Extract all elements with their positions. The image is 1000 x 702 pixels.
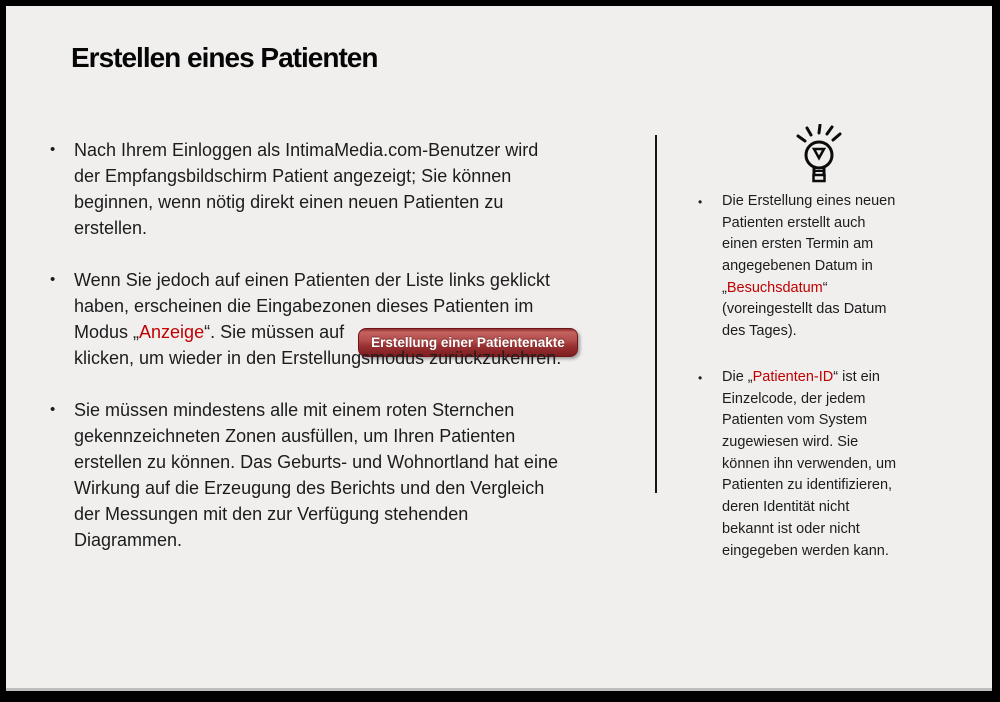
text-segment: “. Sie müssen auf: [204, 322, 345, 342]
right-bullet-1: [698, 191, 953, 343]
text-line: haben, erscheinen die Eingabezonen dieses Patienten im: [74, 296, 534, 316]
text-segment: “ ist ein: [833, 369, 880, 385]
text-line: können ihn verwenden, um: [722, 455, 897, 472]
text-line: Einzelcode, der jedem: [722, 390, 866, 407]
text-line: deren Identität nicht: [722, 499, 850, 516]
text-line: Patienten zu identifizieren,: [722, 477, 893, 494]
text-line: der Messungen mit den zur Verfügung stehenden: [74, 504, 469, 524]
right-bullet-1-text: [722, 191, 895, 343]
text-segment: „: [722, 279, 727, 296]
erstellung-einer-patientenakte-button[interactable]: Erstellung einer Patientenakte: [358, 328, 578, 357]
highlight-patienten-id: Patienten-ID: [752, 369, 834, 385]
vertical-divider: [655, 135, 657, 493]
text-line: der Empfangsbildschirm Patient angezeigt; Sie können: [74, 166, 512, 186]
left-bullet-3: [50, 397, 650, 553]
text-line: Die Erstellung eines neuen: [722, 193, 896, 209]
text-line: beginnen, wenn nötig direkt einen neuen Patienten zu: [74, 192, 504, 212]
slide-title: Erstellen eines Patienten: [71, 42, 378, 73]
text-line: [722, 278, 895, 300]
text-line: gekennzeichneten Zonen ausfüllen, um Ihren Patienten: [74, 426, 516, 446]
text-line: Patienten erstellt auch: [722, 214, 866, 231]
right-bullet-2-text: [722, 367, 896, 562]
bullet-marker: •: [50, 271, 56, 288]
text-line: bekannt ist oder nicht: [722, 520, 860, 537]
text-line: zugewiesen wird. Sie: [722, 434, 859, 451]
text-line: Wenn Sie jedoch auf einen Patienten der Liste links geklickt: [74, 270, 550, 290]
lightbulb-icon: [793, 124, 845, 186]
text-line: klicken, um wieder in den Erstellungsmodus zurückzukehren.: [74, 348, 562, 368]
left-bullet-2-text: [74, 267, 578, 371]
text-line: des Tages).: [722, 323, 797, 340]
text-line: erstellen zu können. Das Geburts- und Wohnortland hat eine: [74, 452, 558, 472]
text-segment: Die „: [722, 369, 753, 385]
bullet-marker: •: [50, 141, 56, 158]
left-bullet-1-text: [74, 137, 538, 241]
text-line: (voreingestellt das Datum: [722, 301, 887, 318]
text-line: Nach Ihrem Einloggen als IntimaMedia.com-Benutzer wird: [74, 140, 539, 160]
text-line: Wirkung auf die Erzeugung des Berichts und den Vergleich: [74, 478, 545, 498]
left-bullet-2: [50, 267, 650, 371]
right-bullet-2: [698, 367, 953, 562]
text-line: Diagrammen.: [74, 530, 183, 550]
left-bullet-1: [50, 137, 650, 241]
text-line: eingegeben werden kann.: [722, 542, 889, 559]
highlight-besuchsdatum: Besuchsdatum: [726, 279, 823, 296]
bullet-marker: •: [698, 195, 703, 209]
text-line: [74, 319, 578, 350]
text-line: angegebenen Datum in: [722, 258, 873, 275]
text-line: [722, 367, 896, 389]
text-line: Sie müssen mindestens alle mit einem roten Sternchen: [74, 400, 515, 420]
text-line: Patienten vom System: [722, 412, 868, 429]
bullet-marker: •: [698, 371, 703, 385]
text-line: einen ersten Termin am: [722, 236, 874, 253]
text-segment: “: [822, 279, 828, 296]
bullet-marker: •: [50, 401, 56, 418]
highlight-anzeige: Anzeige: [139, 322, 205, 342]
left-bullet-3-text: [74, 397, 558, 553]
text-segment: Modus „: [74, 322, 140, 342]
text-line: erstellen.: [74, 218, 148, 238]
